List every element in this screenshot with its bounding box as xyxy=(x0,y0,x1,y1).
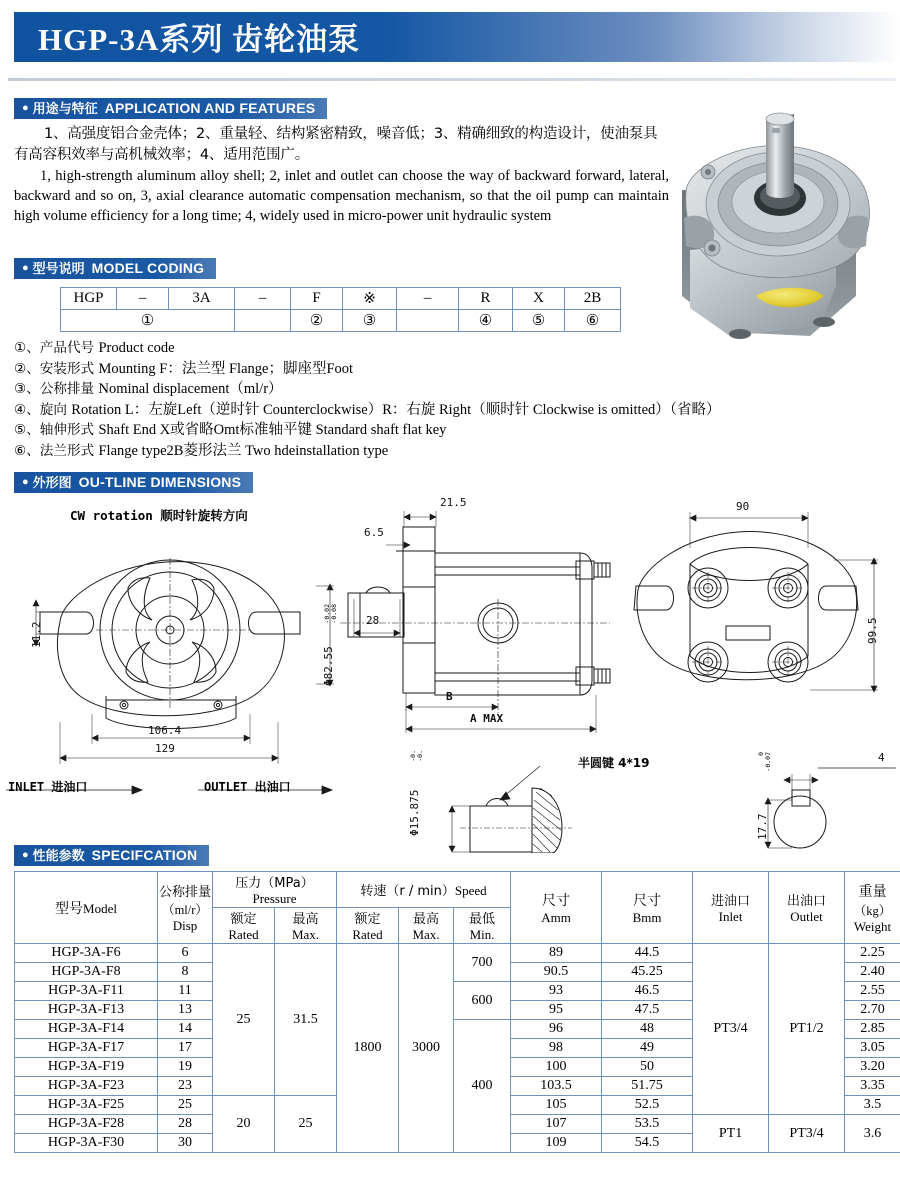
outlet-label: OUTLET 出油口 xyxy=(204,780,291,794)
index-cell xyxy=(397,310,459,332)
note-item xyxy=(14,379,721,400)
header-pressure-rated-en: Rated xyxy=(228,927,259,942)
section-specification xyxy=(14,845,900,1153)
index-cell: ② xyxy=(291,310,343,332)
cell-model: HGP-3A-F6 xyxy=(15,944,158,963)
header-disp-cn: 公称排量 xyxy=(159,885,212,900)
header-divider xyxy=(8,78,896,81)
cell-displacement: 11 xyxy=(158,982,213,1001)
cell-bmm: 50 xyxy=(602,1058,693,1077)
header-disp-unit: （ml/r） xyxy=(162,903,208,917)
note-en: Product code xyxy=(98,340,175,356)
drawing-shaft-section-detail xyxy=(730,748,900,853)
section-outline xyxy=(14,472,253,493)
cell-bmm: 53.5 xyxy=(602,1115,693,1134)
index-cell: ④ xyxy=(459,310,513,332)
model-coding-table xyxy=(60,287,621,332)
cell-speed-min: 700 xyxy=(454,944,511,982)
section-header-specification xyxy=(14,845,209,866)
key-note-label: 半圆键 4*19 xyxy=(578,756,650,770)
drawing-shaft-key-detail xyxy=(400,748,680,853)
dim-6-5: 6.5 xyxy=(364,526,384,539)
dim-82-55: Φ82.55 xyxy=(322,646,335,686)
note-en: Nominal displacement（ml/r） xyxy=(98,381,283,397)
cell-bmm: 54.5 xyxy=(602,1134,693,1153)
note-item xyxy=(14,441,721,462)
header-speed-rated-en: Rated xyxy=(352,927,383,942)
header-pressure-max xyxy=(275,908,337,944)
header-model-cn: 型号 xyxy=(55,900,84,917)
model-coding-index-row xyxy=(61,310,621,332)
cell-bmm: 51.75 xyxy=(602,1077,693,1096)
section-header-model-coding xyxy=(14,258,216,279)
cell-weight: 3.05 xyxy=(845,1039,900,1058)
header-pressure xyxy=(213,872,337,908)
note-item xyxy=(14,400,721,421)
cell-amm: 107 xyxy=(511,1115,602,1134)
note-en: Flange type2B菱形法兰 Two hdeinstallation type xyxy=(98,442,389,459)
header-speed-min-en: Min. xyxy=(469,927,495,942)
header-speed-max-en: Max. xyxy=(412,927,440,942)
cell-pressure-max: 31.5 xyxy=(275,944,337,1096)
header-speed-min xyxy=(454,908,511,944)
cell-speed-min: 600 xyxy=(454,982,511,1020)
cell-model: HGP-3A-F17 xyxy=(15,1039,158,1058)
cell-bmm: 44.5 xyxy=(602,944,693,963)
note-number: ⑥ xyxy=(14,442,27,459)
header-pressure-rated xyxy=(213,908,275,944)
bullet-icon: ● xyxy=(22,849,29,861)
header-pressure-rated-cn: 额定 xyxy=(230,912,257,927)
note-cn: 、旋向 xyxy=(26,401,72,418)
cell-pressure-rated: 25 xyxy=(213,944,275,1096)
cell-displacement: 28 xyxy=(158,1115,213,1134)
cell-displacement: 8 xyxy=(158,963,213,982)
cell-model: HGP-3A-F30 xyxy=(15,1134,158,1153)
cell-model: HGP-3A-F23 xyxy=(15,1077,158,1096)
dim-B: B xyxy=(446,690,453,703)
table-header-row-1 xyxy=(15,872,900,908)
drawing-side-view xyxy=(330,495,630,735)
header-weight-unit: （kg） xyxy=(853,903,892,918)
note-en: Mounting F：法兰型 Flange；脚座型Foot xyxy=(98,360,354,377)
cell-weight: 3.35 xyxy=(845,1077,900,1096)
dim-28: 28 xyxy=(366,614,380,627)
code-cell: – xyxy=(397,288,459,310)
drawing-rear-view xyxy=(620,498,900,728)
cell-amm: 98 xyxy=(511,1039,602,1058)
dim-A-MAX: A MAX xyxy=(470,712,504,725)
header-amm xyxy=(511,872,602,944)
header-weight-cn: 重量 xyxy=(858,883,887,900)
header-speed xyxy=(337,872,511,908)
cell-bmm: 45.25 xyxy=(602,963,693,982)
drawing-front-view xyxy=(0,500,340,810)
cell-amm: 93 xyxy=(511,982,602,1001)
code-cell: – xyxy=(117,288,169,310)
cell-amm: 105 xyxy=(511,1096,602,1115)
cell-bmm: 47.5 xyxy=(602,1001,693,1020)
dim-129: 129 xyxy=(155,742,175,755)
note-number: ② xyxy=(14,360,27,377)
cell-model: HGP-3A-F14 xyxy=(15,1020,158,1039)
note-item xyxy=(14,359,721,380)
header-weight xyxy=(845,872,900,944)
header-pressure-max-cn: 最高 xyxy=(292,912,319,927)
specification-table-body xyxy=(15,944,900,1153)
specification-table xyxy=(14,871,900,1153)
note-cn: 、公称排量 xyxy=(26,381,99,397)
header-pressure-cn: 压力（MPa） xyxy=(235,876,314,891)
index-cell xyxy=(235,310,291,332)
cell-displacement: 13 xyxy=(158,1001,213,1020)
header-inlet-en: Inlet xyxy=(718,909,743,924)
page-header xyxy=(0,0,900,66)
cell-outlet: PT3/4 xyxy=(769,1115,845,1153)
inlet-label: INLET 进油口 xyxy=(8,780,88,794)
bullet-icon: ● xyxy=(22,262,29,274)
code-cell: X xyxy=(513,288,565,310)
cell-pressure-max: 25 xyxy=(275,1096,337,1153)
section-title-en: SPECIFCATION xyxy=(91,847,198,863)
cell-speed-max: 3000 xyxy=(399,944,454,1153)
cell-model: HGP-3A-F19 xyxy=(15,1058,158,1077)
cell-weight: 2.70 xyxy=(845,1001,900,1020)
cell-speed-rated: 1800 xyxy=(337,944,399,1153)
dim-90: 90 xyxy=(736,500,750,513)
cell-model: HGP-3A-F25 xyxy=(15,1096,158,1115)
cell-displacement: 25 xyxy=(158,1096,213,1115)
header-bmm-en: Bmm xyxy=(632,909,662,925)
note-number: ① xyxy=(14,340,27,356)
note-item xyxy=(14,338,721,359)
note-cn: 、法兰形式 xyxy=(26,442,99,459)
cell-amm: 89 xyxy=(511,944,602,963)
header-inlet xyxy=(693,872,769,944)
section-title-en: APPLICATION AND FEATURES xyxy=(104,100,316,116)
note-number: ⑤ xyxy=(14,422,27,438)
index-cell: ⑤ xyxy=(513,310,565,332)
header-inlet-cn: 进油口 xyxy=(711,894,751,909)
cell-model: HGP-3A-F28 xyxy=(15,1115,158,1134)
header-speed-max-cn: 最高 xyxy=(413,912,440,927)
application-body xyxy=(14,124,669,226)
section-header-outline xyxy=(14,472,253,493)
cell-displacement: 6 xyxy=(158,944,213,963)
dim-106-4: 106.4 xyxy=(148,724,182,737)
header-amm-cn: 尺寸 xyxy=(542,892,571,909)
code-cell: F xyxy=(291,288,343,310)
header-speed-en: Speed xyxy=(454,882,487,898)
code-cell: – xyxy=(235,288,291,310)
section-title-cn: 用途与特征 xyxy=(32,102,98,117)
dim-82-55-tol-lower: -0.08 xyxy=(330,604,338,624)
note-cn: 、安装形式 xyxy=(26,360,99,377)
cell-bmm: 46.5 xyxy=(602,982,693,1001)
cell-weight: 2.40 xyxy=(845,963,900,982)
header-speed-min-cn: 最低 xyxy=(469,912,496,927)
header-outlet xyxy=(769,872,845,944)
header-outlet-en: Outlet xyxy=(790,909,823,924)
cell-inlet: PT1 xyxy=(693,1115,769,1153)
index-cell: ① xyxy=(61,310,235,332)
cell-inlet: PT3/4 xyxy=(693,944,769,1115)
dim-15-875-tol-upper: -0. xyxy=(409,750,417,762)
cell-speed-min: 400 xyxy=(454,1020,511,1153)
dim-4: 4 xyxy=(878,751,885,764)
note-cn: 、轴伸形式 xyxy=(26,422,99,438)
cell-model: HGP-3A-F11 xyxy=(15,982,158,1001)
table-row xyxy=(15,944,900,963)
header-weight-en: Weight xyxy=(853,918,892,934)
header-speed-max xyxy=(399,908,454,944)
header-disp-en: Disp xyxy=(172,918,198,933)
note-number: ④ xyxy=(14,401,27,418)
header-amm-en: Amm xyxy=(541,909,571,925)
dim-17-7-tol-upper: 0 xyxy=(757,752,765,756)
section-title-cn: 性能参数 xyxy=(32,849,85,864)
front-view-svg xyxy=(0,500,340,810)
section-header-application xyxy=(14,98,327,119)
model-coding-notes xyxy=(14,338,721,461)
header-bmm-cn: 尺寸 xyxy=(633,892,662,909)
cell-weight: 2.85 xyxy=(845,1020,900,1039)
cell-displacement: 17 xyxy=(158,1039,213,1058)
cell-displacement: 23 xyxy=(158,1077,213,1096)
cell-weight: 3.6 xyxy=(845,1115,900,1153)
cell-weight: 2.25 xyxy=(845,944,900,963)
cell-weight: 3.20 xyxy=(845,1058,900,1077)
bullet-icon: ● xyxy=(22,476,29,488)
code-cell: 2B xyxy=(565,288,621,310)
dim-15-875-tol-lower: -0. xyxy=(416,750,424,762)
cell-amm: 90.5 xyxy=(511,963,602,982)
index-cell: ⑥ xyxy=(565,310,621,332)
cell-weight: 3.5 xyxy=(845,1096,900,1115)
header-speed-rated xyxy=(337,908,399,944)
dim-82-55-tol-upper: -0.02 xyxy=(323,604,331,624)
dim-99-5: 99.5 xyxy=(866,617,879,644)
section-title-cn: 型号说明 xyxy=(32,262,85,277)
application-body-en: 1, high-strength aluminum alloy shell; 2, inlet and outlet can choose the way of backward forward, lateral, backward and so on, 3, axial clearance automatic compensation mechanism, so that the oil pump can maintain high volume efficiency for a long time; 4, widely used in micro-power unit hydraulic system xyxy=(14,168,669,224)
cell-amm: 96 xyxy=(511,1020,602,1039)
cell-amm: 103.5 xyxy=(511,1077,602,1096)
header-pressure-max-en: Max. xyxy=(291,927,320,942)
section-title-cn: 外形图 xyxy=(32,476,72,491)
cell-outlet: PT1/2 xyxy=(769,944,845,1115)
header-bmm xyxy=(602,872,693,944)
cell-displacement: 19 xyxy=(158,1058,213,1077)
dim-11-2: 11.2 xyxy=(30,621,43,648)
code-cell: 3A xyxy=(169,288,235,310)
cell-pressure-rated: 20 xyxy=(213,1096,275,1153)
note-en: Shaft End X或省略Omt标准轴平键 Standard shaft flat key xyxy=(98,422,447,438)
header-speed-cn: 转速（r / min） xyxy=(360,883,455,899)
cell-model: HGP-3A-F13 xyxy=(15,1001,158,1020)
code-cell: HGP xyxy=(61,288,117,310)
cell-amm: 109 xyxy=(511,1134,602,1153)
code-cell: ※ xyxy=(343,288,397,310)
header-model-en: Model xyxy=(83,900,117,916)
dim-17-7: 17.7 xyxy=(756,813,769,840)
application-body-cn: 1、高强度铝合金壳体；2、重量轻、结构紧密精致，噪音低；3、精确细致的构造设计，使油泵具有高容积效率与高机械效率；4、适用范围广。 xyxy=(14,126,658,163)
bullet-icon: ● xyxy=(22,102,29,114)
dim-17-7-tol-lower: -0.07 xyxy=(764,752,772,772)
cell-bmm: 48 xyxy=(602,1020,693,1039)
cell-displacement: 30 xyxy=(158,1134,213,1153)
cell-amm: 100 xyxy=(511,1058,602,1077)
header-outlet-cn: 出油口 xyxy=(787,894,827,909)
code-cell: R xyxy=(459,288,513,310)
cw-rotation-label: CW rotation 顺时针旋转方向 xyxy=(70,508,248,523)
cell-bmm: 49 xyxy=(602,1039,693,1058)
index-cell: ③ xyxy=(343,310,397,332)
header-pressure-en: Pressure xyxy=(252,891,297,906)
dim-15-875: Φ15.875 xyxy=(408,789,421,836)
cell-amm: 95 xyxy=(511,1001,602,1020)
cell-model: HGP-3A-F8 xyxy=(15,963,158,982)
section-application xyxy=(14,98,669,226)
header-displacement xyxy=(158,872,213,944)
note-cn: 、产品代号 xyxy=(26,340,99,356)
cell-displacement: 14 xyxy=(158,1020,213,1039)
rear-view-svg xyxy=(620,498,900,728)
note-number: ③ xyxy=(14,381,27,397)
cell-weight: 2.55 xyxy=(845,982,900,1001)
note-en: Rotation L：左旋Left（逆时针 Counterclockwise）R：右旋 Right（顺时针 Clockwise is omitted）（省略） xyxy=(71,401,721,418)
note-item xyxy=(14,420,721,441)
section-model-coding xyxy=(14,258,721,461)
cell-bmm: 52.5 xyxy=(602,1096,693,1115)
model-coding-code-row xyxy=(61,288,621,310)
header-model xyxy=(15,872,158,944)
dim-21-5: 21.5 xyxy=(440,496,467,509)
page-title: HGP-3A系列 齿轮油泵 xyxy=(38,22,361,57)
section-title-en: MODEL CODING xyxy=(91,260,205,276)
section-title-en: OU-TLINE DIMENSIONS xyxy=(78,474,242,490)
header-speed-rated-cn: 额定 xyxy=(354,912,381,927)
